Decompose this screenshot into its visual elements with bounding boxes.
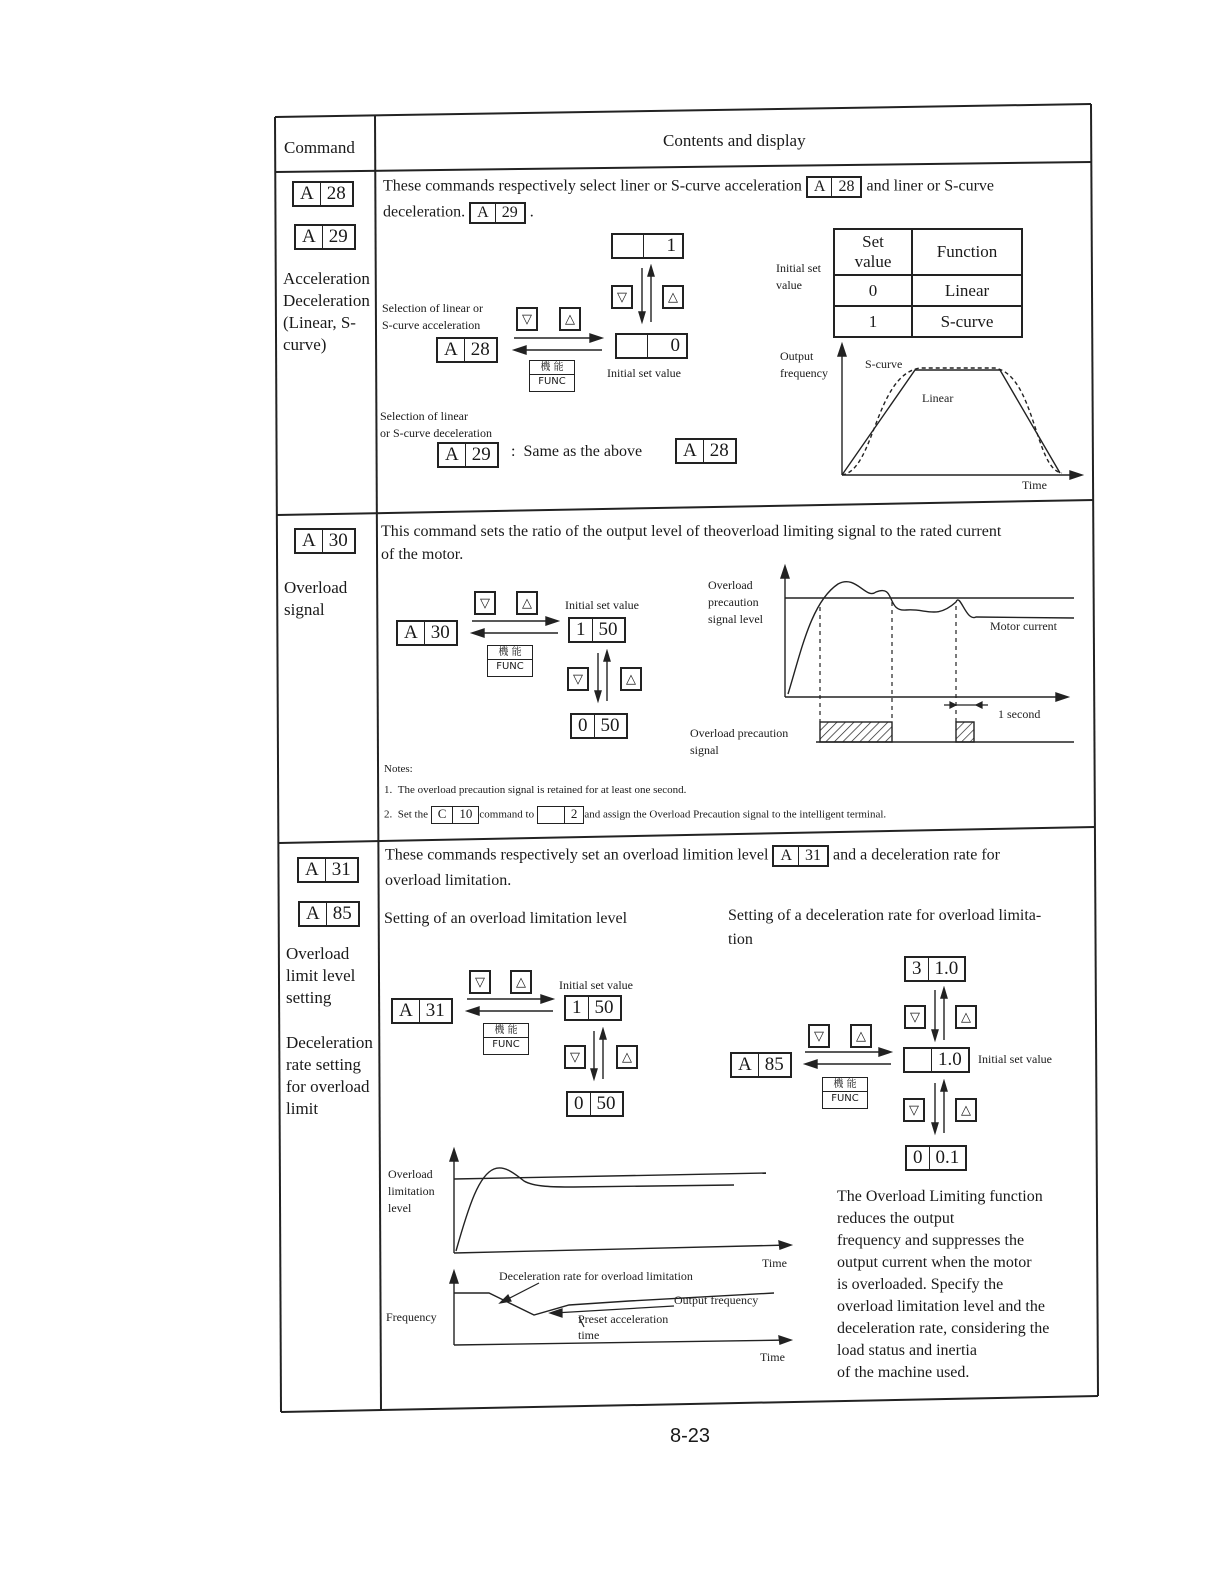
down-key-icon[interactable]: ▽ [474, 591, 496, 615]
func-key[interactable]: 機 能 FUNC [487, 645, 533, 677]
s1-sel2-label: Selection of linear or S-curve deceleration [380, 409, 492, 440]
s1-pad-top: 1 [611, 233, 684, 259]
s3-paragraph: The Overload Limiting function reduces the output frequency and suppresses the output current when the motor is overloaded. Specify the overload limitation level and the deceleration rate, considering the load status and inertia of the machine used. [837, 1188, 1050, 1381]
s3-desc-2: overload limitation. [385, 872, 512, 889]
s1-pad-bot: 0 [615, 333, 688, 359]
s3-left-title: Setting of an overload limitation level [384, 910, 628, 927]
up-key-icon[interactable]: △ [662, 285, 684, 309]
s1-same-text: : Same as the above [511, 443, 643, 460]
s2-pad-top: 1 50 [568, 617, 626, 643]
limit-level-line [454, 1173, 766, 1179]
time-label: Time [1022, 478, 1047, 492]
s3-name2: Deceleration rate setting for overload limit [286, 1033, 373, 1118]
s3-name1: Overload limit level setting [286, 944, 356, 1007]
s1-chart-ylabel: Output frequency [780, 349, 828, 380]
precaution-bar-2 [956, 722, 974, 742]
s3-pad-a85: A 85 [730, 1052, 792, 1078]
s3-overload-charts [444, 1145, 804, 1370]
cmd-a29: A 29 [294, 224, 356, 250]
up-key-icon[interactable]: △ [616, 1045, 638, 1069]
updown-arrows-icon [636, 264, 658, 326]
down-key-icon[interactable]: ▽ [516, 307, 538, 331]
s3-init-label-right: Initial set value [978, 1052, 1052, 1066]
func-key[interactable]: 機 能 FUNC [529, 360, 575, 392]
s1-pad-a28-ref: A 28 [675, 438, 737, 464]
s1-desc-2: deceleration. A 29 . [383, 202, 534, 224]
updown-arrows-icon [929, 1079, 951, 1137]
header-command: Command [284, 138, 355, 157]
notes-title: Notes: [384, 763, 413, 775]
exchange-arrows-icon [801, 1046, 897, 1070]
up-key-icon[interactable]: △ [850, 1024, 872, 1048]
s3-r-pad-bot: 0 0.1 [905, 1145, 967, 1171]
preset-label-1: Preset acceleration [578, 1312, 669, 1326]
up-key-icon[interactable]: △ [510, 970, 532, 994]
cmd-a85: A 85 [298, 901, 360, 927]
up-key-icon[interactable]: △ [559, 307, 581, 331]
down-key-icon[interactable]: ▽ [904, 1005, 926, 1029]
s3-chart1-ylabel: Overload limitation level [388, 1167, 435, 1215]
set-value-table: Set value Function 0 Linear 1 S-curve [833, 228, 1023, 338]
time-label-1: Time [762, 1256, 787, 1270]
s3-r-pad-mid: 1.0 [903, 1047, 970, 1073]
s1-init-set-label: Initial set value [776, 261, 821, 292]
down-key-icon[interactable]: ▽ [611, 285, 633, 309]
motor-current-label: Motor current [990, 619, 1057, 633]
s1-name: Acceleration Deceleration (Linear, S- curve) [283, 269, 370, 354]
s2-chart-ylabel: Overload precaution signal level [708, 578, 763, 626]
up-key-icon[interactable]: △ [620, 667, 642, 691]
updown-arrows-icon [929, 986, 951, 1044]
s1-pad-a28: A 28 [436, 337, 498, 363]
s2-pad-a30: A 30 [396, 620, 458, 646]
s2-signal-label: Overload precaution signal [690, 726, 789, 757]
s2-desc: This command sets the ratio of the output level of theoverload limiting signal to the rated current of the motor. [381, 523, 1002, 563]
precaution-bar-1 [820, 722, 892, 742]
s3-l-pad-bot: 0 50 [566, 1091, 624, 1117]
s2-overload-chart [776, 562, 1082, 752]
overload-rise-curve [456, 1168, 734, 1251]
cmd-a31: A 31 [297, 857, 359, 883]
linear-label: Linear [922, 391, 954, 405]
inline-pad-a29: A 29 [469, 202, 526, 224]
down-key-icon[interactable]: ▽ [567, 667, 589, 691]
up-key-icon[interactable]: △ [516, 591, 538, 615]
down-key-icon[interactable]: ▽ [808, 1024, 830, 1048]
decel-label: Deceleration rate for overload limitation [499, 1269, 693, 1283]
cmd-a30: A 30 [294, 528, 356, 554]
cmd-a28: A 28 [292, 181, 354, 207]
s3-init-label-left: Initial set value [559, 978, 633, 992]
one-second-label: 1 second [998, 707, 1041, 721]
inline-pad-a28: A 28 [806, 176, 863, 198]
s1-desc: These commands respectively select liner or S-curve acceleration A 28 and liner or S-curve [383, 176, 994, 198]
header-contents: Contents and display [663, 131, 806, 150]
s3-right-title: Setting of a deceleration rate for overload limita- tion [728, 907, 1042, 948]
updown-arrows-icon [592, 649, 614, 705]
down-key-icon[interactable]: ▽ [564, 1045, 586, 1069]
updown-arrows-icon [588, 1027, 610, 1083]
note-2: 2. Set the C 10 command to 2 and assign the Overload Precaution signal to the intelligent terminal. [384, 806, 886, 824]
s2-name: Overload signal [284, 578, 348, 619]
output-frequency-label: Output frequency [674, 1293, 759, 1307]
linear-curve [842, 370, 1060, 475]
page-number: 8-23 [670, 1425, 711, 1447]
s3-r-pad-top: 3 1.0 [904, 956, 966, 982]
func-key[interactable]: 機 能 FUNC [822, 1077, 868, 1109]
s-curve-label: S-curve [865, 357, 903, 371]
func-key[interactable]: 機 能 FUNC [483, 1023, 529, 1055]
up-key-icon[interactable]: △ [955, 1005, 977, 1029]
preset-label-2: time [578, 1328, 600, 1342]
s1-init-label: Initial set value [607, 366, 681, 380]
note-1: 1. The overload precaution signal is retained for at least one second. [384, 784, 687, 796]
s-curve [842, 368, 1062, 475]
exchange-arrows-icon [510, 332, 606, 356]
exchange-arrows-icon [468, 615, 564, 639]
down-key-icon[interactable]: ▽ [903, 1098, 925, 1122]
time-label-2: Time [760, 1350, 785, 1364]
s3-l-pad-top: 1 50 [564, 995, 622, 1021]
up-key-icon[interactable]: △ [955, 1098, 977, 1122]
s3-chart2-ylabel: Frequency [386, 1310, 437, 1324]
exchange-arrows-icon [463, 993, 559, 1017]
s3-pad-a31: A 31 [391, 998, 453, 1024]
s1-sel-label: Selection of linear or S-curve acceleration [382, 301, 483, 332]
s2-pad-bot: 0 50 [570, 713, 628, 739]
s2-init-label: Initial set value [565, 598, 639, 612]
down-key-icon[interactable]: ▽ [469, 970, 491, 994]
s1-accel-chart [830, 340, 1092, 495]
s3-desc: These commands respectively set an overload limition level A 31 and a deceleration rate for [385, 845, 1000, 867]
s1-pad-a29: A 29 [437, 442, 499, 468]
